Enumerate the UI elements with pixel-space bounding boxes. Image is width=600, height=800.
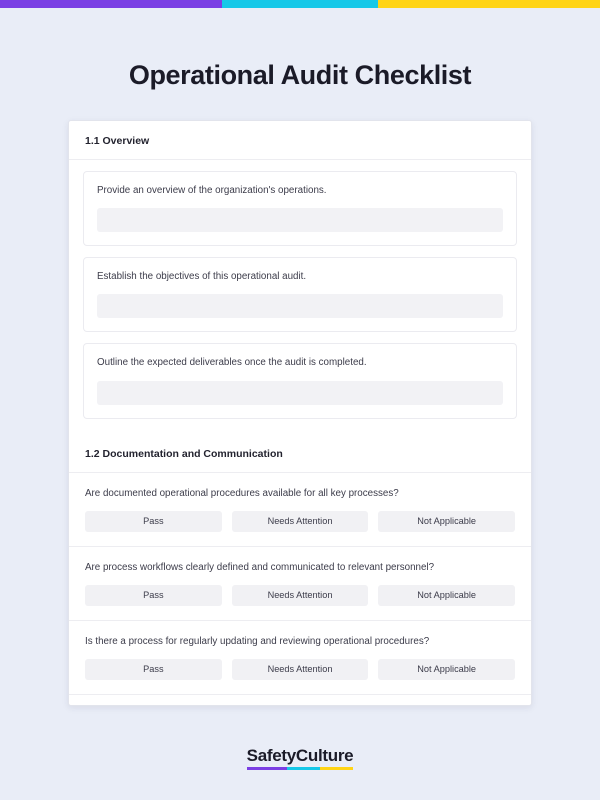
checklist-sheet (68, 120, 532, 706)
option-needs-attention[interactable]: Needs Attention (232, 585, 369, 606)
topbar-segment-cyan (222, 0, 378, 8)
top-color-bar (0, 0, 600, 8)
question-label: Are documented operational procedures available for all key processes? (85, 487, 399, 499)
option-pass[interactable]: Pass (85, 585, 222, 606)
logo-underline-purple (247, 767, 288, 770)
logo-text: SafetyCulture (246, 746, 354, 765)
option-pass[interactable]: Pass (85, 659, 222, 680)
option-group (85, 659, 515, 680)
question-card (83, 343, 517, 418)
page-title: Operational Audit Checklist (128, 60, 472, 90)
topbar-segment-purple (0, 0, 222, 8)
answer-input[interactable] (97, 294, 503, 318)
question-card (69, 621, 531, 695)
question-label: Are process workflows clearly defined and communicated to relevant personnel? (85, 561, 435, 573)
question-label: Outline the expected deliverables once the audit is completed. (97, 357, 367, 369)
safetyculture-logo (247, 746, 354, 770)
section-heading-overview: 1.1 Overview (69, 121, 531, 160)
answer-input[interactable] (97, 381, 503, 405)
option-not-applicable[interactable]: Not Applicable (378, 511, 515, 532)
topbar-segment-yellow (378, 0, 600, 8)
logo-underline-yellow (320, 767, 353, 770)
question-label: Is there a process for regularly updating and reviewing operational procedures? (85, 636, 430, 648)
option-group (85, 511, 515, 532)
option-not-applicable[interactable]: Not Applicable (378, 659, 515, 680)
option-not-applicable[interactable]: Not Applicable (378, 585, 515, 606)
question-card (69, 547, 531, 621)
answer-input[interactable] (97, 208, 503, 232)
option-needs-attention[interactable]: Needs Attention (232, 659, 369, 680)
question-card (69, 473, 531, 547)
option-pass[interactable]: Pass (85, 511, 222, 532)
option-group (85, 585, 515, 606)
question-label: Establish the objectives of this operational audit. (97, 271, 307, 283)
question-card (83, 257, 517, 332)
question-card (83, 171, 517, 246)
logo-underline-cyan (287, 767, 320, 770)
section-heading-documentation: 1.2 Documentation and Communication (69, 430, 531, 473)
footer (0, 746, 600, 770)
option-needs-attention[interactable]: Needs Attention (232, 511, 369, 532)
question-label: Provide an overview of the organization's operations. (97, 185, 327, 196)
